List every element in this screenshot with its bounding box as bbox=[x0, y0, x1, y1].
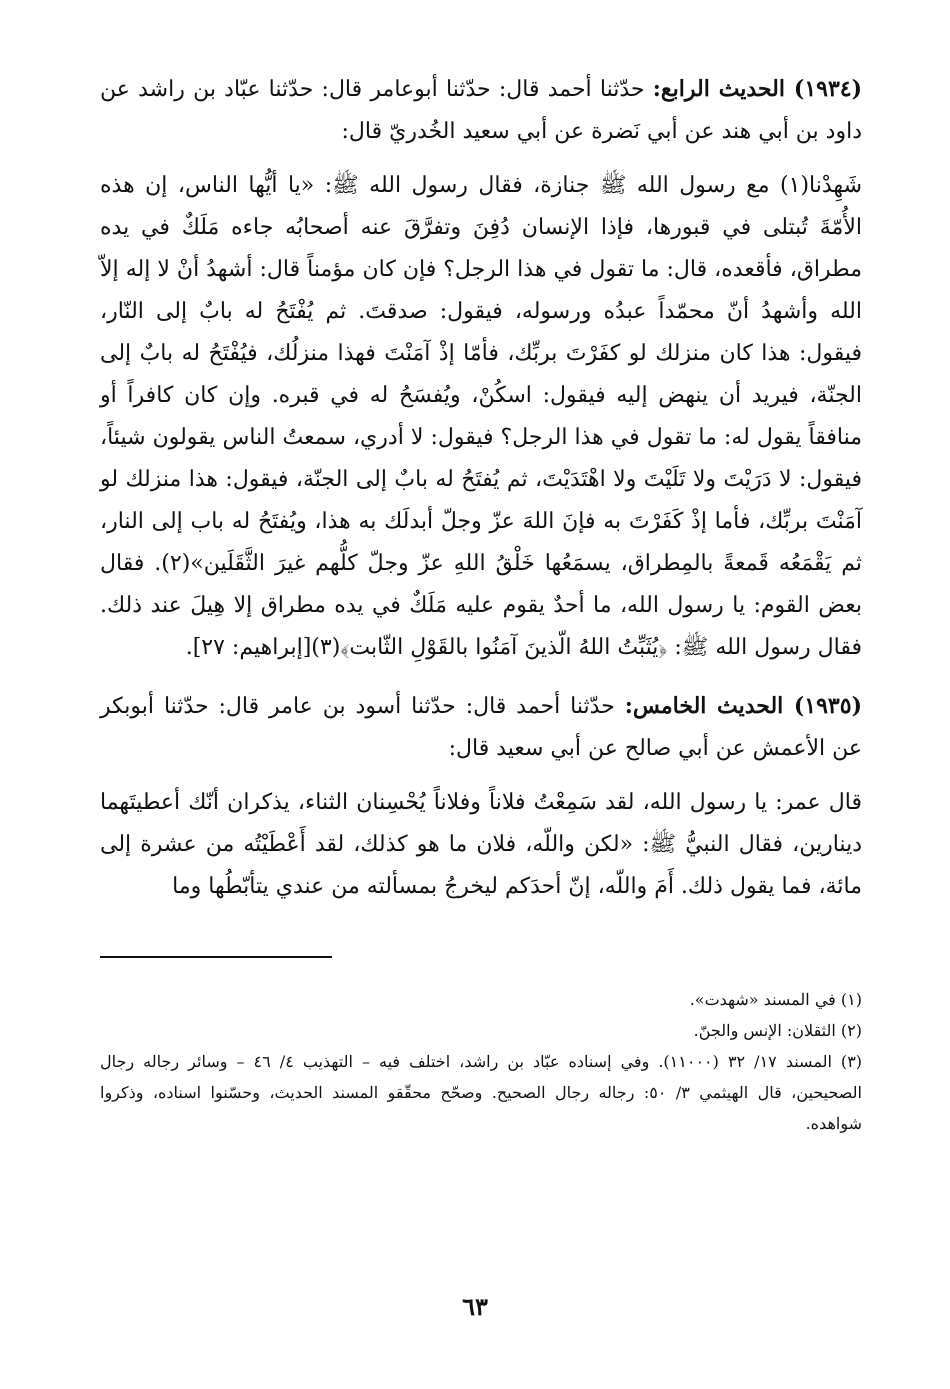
hadith-5-matn: قال عمر: يا رسول الله، لقد سَمِعْتُ فلاناً وفلاناً يُحْسِنان الثناء، يذكران أنّك أعطيتَهما دينارين، فقال النبيُّ ﷺ: «لكن واللّه، فلان ما هو كذلك، لقد أَعْطَيْتُه من عشرة إلى مائة، فما يقول ذلك. أَمَ واللّه، إنّ أحدَكم ليخرجُ بمسألته من عندي يتأبّطُها وما bbox=[100, 790, 862, 899]
footnote-2: (٢) الثقلان: الإنس والجنّ. bbox=[693, 1021, 862, 1040]
hadith-4-heading: (١٩٣٤) الحديث الرابع: bbox=[652, 76, 862, 102]
hadith-5-heading: (١٩٣٥) الحديث الخامس: bbox=[624, 693, 862, 719]
page-number: ٦٣ bbox=[462, 1292, 488, 1321]
footnote-1: (١) في المسند «شهدت». bbox=[689, 990, 862, 1009]
hadith-4-matn: شَهِدْنا(١) مع رسول الله ﷺ جنازة، فقال رسول الله ﷺ: «يا أيُّها الناس، إن هذه الأُمّةَ تُبتلى في قبورها، فإذا الإنسان دُفِنَ وتفرَّقَ عنه أصحابُه جاءه مَلَكٌ في يده مطراق، فأقعده، قال: ما تقول في هذا الرجل؟ فإن كان مؤمناً قال: أشهدُ أنْ لا إله إلاّ الله وأشهدُ أنّ محمّداً عبدُه ورسوله، فيقول: صدقتَ. ثم يُفْتَحُ له بابٌ إلى النّار، فيقول: هذا كان منزلك لو كفَرْتَ بربِّك، فأمّا إذْ آمَنْتَ فهذا منزلُك، فيُفْتَحُ له بابٌ إلى الجنّة، فيريد أن ينهض إليه فيقول: اسكُنْ، ويُفسَحُ له في قبره. وإن كان كافراً أو منافقاً يقول له: ما تقول في هذا الرجل؟ فيقول: لا أدري، سمعتُ الناس يقولون شيئاً، فيقول: لا دَرَيْتَ ولا تَلَيْتَ ولا اهْتَدَيْتَ، ثم يُفتَحُ له بابٌ إلى الجنّة، فيقول: هذا منزلك لو آمَنْتَ بربِّك، فأما إذْ كَفَرْتَ به فإنَ اللهَ عزّ وجلّ أبدلَك به هذا، ويُفتَحُ له باب إلى النار، ثم يَقْمَعُه قَمعةً بالمِطراق، يسمَعُها خَلْقُ اللهِ عزّ وجلّ كلُّهم غيرَ الثَّقَلَين»(٢). فقال بعض القوم: يا رسول الله، ما أحدٌ يقوم عليه مَلَكٌ في يده مطراق إلا هِيلَ عند ذلك. فقال رسول الله ﷺ: ﴿يُثَبِّتُ اللهُ الّذينَ آمَنُوا بالقَوْلِ الثّابت﴾(٣)[إبراهيم: ٢٧]. bbox=[100, 173, 863, 660]
hadith-5-isnad-text: حدّثنا أحمد قال: حدّثنا أسود بن عامر قال: حدّثنا أبوبكر عن الأعمش عن أبي صالح عن أبي سعيد قال: bbox=[100, 694, 862, 761]
footnote-3: (٣) المسند ١٧/ ٣٢ (١١٠٠٠). وفي إسناده عبّاد بن راشد، اختلف فيه – التهذيب ٤/ ٤٦ – وسائر رجاله رجال الصحيحين، قال الهيثمي ٣/ ٥٠: رجاله رجال الصحيح. وصحّح محقّقو المسند الحديث، وحسّنوا اسناده، وذكروا شواهده. bbox=[100, 1052, 863, 1133]
hadith-5-isnad bbox=[100, 685, 862, 770]
footnote-separator bbox=[100, 956, 332, 958]
hadith-4-isnad bbox=[100, 68, 862, 153]
hadith-4-isnad-text: حدّثنا أحمد قال: حدّثنا أبوعامر قال: حدّثنا عبّاد بن راشد عن داود بن أبي هند عن أبي نَضرة عن أبي سعيد الخُدريّ قال: bbox=[100, 77, 862, 144]
footnotes bbox=[100, 984, 862, 1139]
